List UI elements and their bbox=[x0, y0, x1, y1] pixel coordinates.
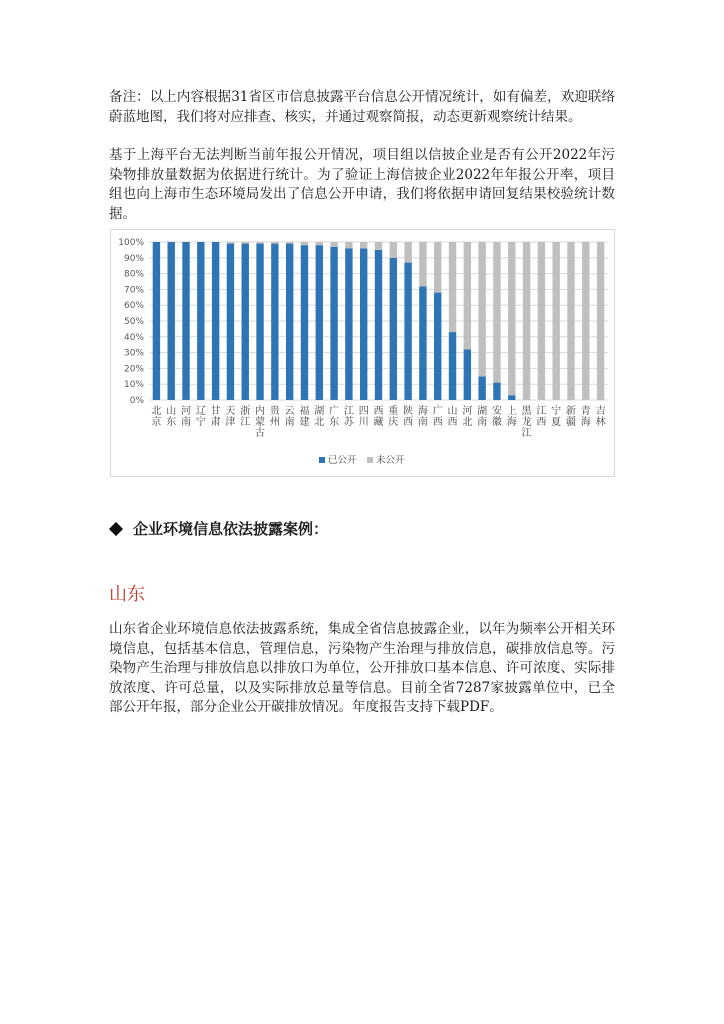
x-tick-label: 北 bbox=[314, 417, 325, 428]
x-tick-label: 南 bbox=[477, 417, 488, 428]
x-tick-label: 西 bbox=[403, 417, 414, 428]
bar-published bbox=[330, 247, 337, 400]
x-tick-label: 海 bbox=[580, 417, 591, 428]
bar-unpublished bbox=[567, 242, 574, 400]
x-tick-label: 辽 bbox=[195, 406, 206, 417]
x-tick-label: 上 bbox=[506, 406, 517, 417]
bar-unpublished bbox=[330, 242, 337, 247]
bar-published bbox=[419, 286, 426, 400]
bar-published bbox=[286, 244, 293, 400]
chart-canvas bbox=[111, 230, 616, 478]
x-tick-label: 疆 bbox=[565, 417, 576, 428]
bar-unpublished bbox=[508, 242, 515, 395]
y-tick-label: 30% bbox=[123, 348, 144, 359]
bar-published bbox=[153, 242, 160, 400]
x-tick-label: 海 bbox=[506, 417, 517, 428]
x-tick-label: 藏 bbox=[373, 417, 384, 428]
y-tick-label: 70% bbox=[123, 285, 144, 296]
x-tick-label: 福 bbox=[299, 406, 310, 417]
bar-unpublished bbox=[449, 242, 456, 332]
x-tick-label: 东 bbox=[166, 417, 177, 428]
x-tick-label: 陕 bbox=[403, 406, 414, 417]
legend-label: 未公开 bbox=[376, 455, 405, 466]
x-tick-label: 州 bbox=[269, 417, 280, 428]
x-tick-label: 西 bbox=[373, 406, 384, 417]
x-tick-label: 京 bbox=[151, 417, 162, 428]
bar-unpublished bbox=[360, 242, 367, 248]
x-tick-label: 江 bbox=[536, 406, 547, 417]
bar-published bbox=[404, 263, 411, 400]
x-tick-label: 浙 bbox=[240, 406, 251, 417]
bar-unpublished bbox=[301, 242, 308, 245]
x-tick-label: 南 bbox=[417, 417, 428, 428]
x-tick-label: 广 bbox=[432, 406, 443, 417]
bar-published bbox=[508, 395, 515, 400]
bar-unpublished bbox=[390, 242, 397, 258]
x-tick-label: 宁 bbox=[551, 406, 562, 417]
x-tick-label: 徽 bbox=[491, 417, 502, 428]
y-tick-label: 90% bbox=[123, 253, 144, 264]
bar-published bbox=[301, 245, 308, 400]
x-tick-label: 江 bbox=[240, 417, 251, 428]
x-tick-label: 南 bbox=[284, 417, 295, 428]
x-tick-label: 河 bbox=[462, 406, 473, 417]
x-tick-label: 湖 bbox=[477, 406, 488, 417]
x-tick-label: 林 bbox=[595, 417, 606, 428]
x-tick-label: 吉 bbox=[595, 406, 606, 417]
x-tick-label: 苏 bbox=[343, 417, 354, 428]
x-tick-label: 肃 bbox=[210, 417, 221, 428]
y-tick-label: 60% bbox=[123, 301, 144, 312]
y-tick-label: 20% bbox=[123, 364, 144, 375]
bar-unpublished bbox=[419, 242, 426, 286]
note-paragraph: 备注：以上内容根据31省区市信息披露平台信息公开情况统计，如有偏差，欢迎联络蔚蓝地图，我们将对应排查、核实，并通过观察简报，动态更新观察统计结果。 bbox=[109, 89, 615, 125]
bar-unpublished bbox=[523, 242, 530, 400]
x-tick-label: 宁 bbox=[195, 417, 206, 428]
bar-published bbox=[493, 383, 500, 400]
legend-swatch bbox=[367, 457, 373, 463]
x-tick-label: 内 bbox=[255, 406, 266, 417]
bar-unpublished bbox=[538, 242, 545, 400]
bar-published bbox=[197, 242, 204, 400]
bar-unpublished bbox=[271, 242, 278, 244]
bar-published bbox=[360, 248, 367, 400]
bar-unpublished bbox=[375, 242, 382, 250]
bar-published bbox=[464, 349, 471, 400]
bar-unpublished bbox=[242, 242, 249, 244]
diamond-bullet-icon bbox=[109, 521, 123, 535]
y-tick-label: 10% bbox=[123, 380, 144, 391]
x-tick-label: 龙 bbox=[521, 417, 532, 428]
x-tick-label: 新 bbox=[565, 406, 576, 417]
bar-published bbox=[242, 244, 249, 400]
x-tick-label: 甘 bbox=[210, 406, 221, 417]
x-tick-label: 夏 bbox=[551, 417, 562, 428]
x-tick-label: 青 bbox=[580, 406, 591, 417]
x-tick-label: 贵 bbox=[269, 406, 280, 417]
section-heading bbox=[109, 518, 328, 539]
bar-published bbox=[168, 242, 175, 400]
bar-published bbox=[227, 244, 234, 400]
bar-published bbox=[316, 245, 323, 400]
x-tick-label: 重 bbox=[388, 406, 399, 417]
bar-unpublished bbox=[464, 242, 471, 349]
x-tick-label: 西 bbox=[447, 417, 458, 428]
bar-unpublished bbox=[316, 242, 323, 245]
disclosure-rate-chart bbox=[110, 229, 615, 477]
bar-published bbox=[449, 332, 456, 400]
x-tick-label: 蒙 bbox=[255, 417, 266, 428]
x-tick-label: 北 bbox=[151, 406, 162, 417]
x-tick-label: 津 bbox=[225, 417, 236, 428]
bar-unpublished bbox=[493, 242, 500, 383]
x-tick-label: 古 bbox=[255, 428, 266, 439]
bar-unpublished bbox=[597, 242, 604, 400]
y-tick-label: 80% bbox=[123, 269, 144, 280]
x-tick-label: 建 bbox=[299, 417, 310, 428]
y-tick-label: 50% bbox=[123, 317, 144, 327]
x-tick-label: 南 bbox=[181, 417, 192, 428]
x-tick-label: 东 bbox=[329, 417, 340, 428]
x-tick-label: 山 bbox=[166, 406, 177, 417]
legend-label: 已公开 bbox=[328, 455, 357, 466]
x-tick-label: 江 bbox=[521, 428, 532, 439]
x-tick-label: 河 bbox=[181, 406, 192, 417]
y-tick-label: 0% bbox=[129, 396, 144, 406]
bar-published bbox=[256, 244, 263, 400]
bar-unpublished bbox=[256, 242, 263, 244]
bar-published bbox=[434, 293, 441, 400]
bar-unpublished bbox=[582, 242, 589, 400]
bar-unpublished bbox=[345, 242, 352, 248]
x-tick-label: 黑 bbox=[521, 406, 532, 417]
y-tick-label: 40% bbox=[123, 332, 144, 343]
section-heading-text: 企业环境信息依法披露案例： bbox=[133, 520, 329, 538]
x-tick-label: 海 bbox=[417, 406, 428, 417]
bar-published bbox=[212, 242, 219, 400]
bar-unpublished bbox=[286, 242, 293, 244]
basis-paragraph: 基于上海平台无法判断当前年报公开情况，项目组以信披企业是否有公开2022年污染物排放量数据为依据进行统计。为了验证上海信披企业2022年年报公开率，项目组也向上海市生态环境局发出了信息公开申请，我们将依据申请回复结果校验统计数据。 bbox=[109, 147, 615, 222]
bar-published bbox=[271, 244, 278, 400]
bar-published bbox=[182, 242, 189, 400]
x-tick-label: 四 bbox=[358, 406, 369, 417]
x-tick-label: 湖 bbox=[314, 406, 325, 417]
x-tick-label: 西 bbox=[432, 417, 443, 428]
province-title: 山东 bbox=[109, 584, 145, 605]
x-tick-label: 西 bbox=[536, 417, 547, 428]
x-tick-label: 山 bbox=[447, 406, 458, 417]
x-tick-label: 北 bbox=[462, 417, 473, 428]
x-tick-label: 天 bbox=[225, 406, 236, 417]
x-tick-label: 安 bbox=[491, 406, 502, 417]
bar-published bbox=[390, 258, 397, 400]
bar-published bbox=[345, 248, 352, 400]
bar-unpublished bbox=[434, 242, 441, 293]
bar-unpublished bbox=[552, 242, 559, 400]
x-tick-label: 庆 bbox=[388, 417, 399, 428]
bar-published bbox=[478, 376, 485, 400]
x-tick-label: 江 bbox=[343, 406, 354, 417]
bar-unpublished bbox=[478, 242, 485, 376]
bar-unpublished bbox=[227, 242, 234, 244]
legend-swatch bbox=[319, 457, 325, 463]
x-tick-label: 云 bbox=[284, 406, 295, 417]
bar-published bbox=[375, 250, 382, 400]
shandong-paragraph: 山东省企业环境信息依法披露系统，集成全省信息披露企业，以年为频率公开相关环境信息，包括基本信息，管理信息，污染物产生治理与排放信息，碳排放信息等。污染物产生治理与排放信息以排放口为单位，公开排放口基本信息、许可浓度、实际排放浓度、许可总量，以及实际排放总量等信息。目前全省7287家披露单位中，已全部公开年报，部分企业公开碳排放情况。年度报告支持下载PDF。 bbox=[109, 621, 615, 715]
x-tick-label: 广 bbox=[329, 406, 340, 417]
y-tick-label: 100% bbox=[118, 238, 144, 248]
bar-unpublished bbox=[404, 242, 411, 263]
x-tick-label: 川 bbox=[358, 417, 369, 428]
